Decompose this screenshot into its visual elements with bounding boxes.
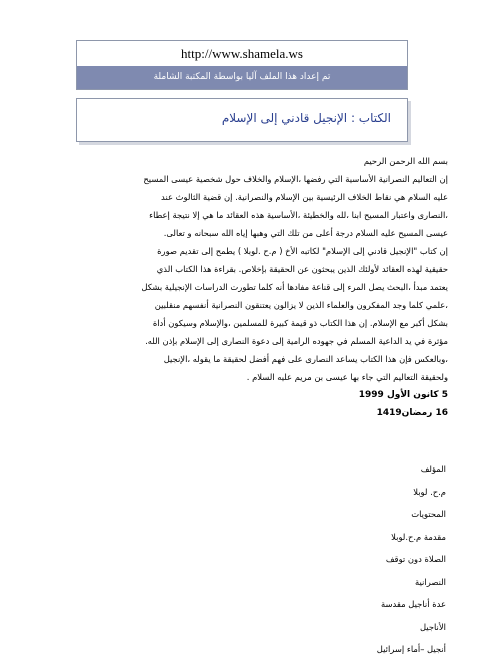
generation-credit: تم إعداد هذا الملف آليا بواسطة المكتبة الشاملة [77, 66, 407, 89]
list-item[interactable]: الأناجيل [419, 621, 446, 632]
list-item[interactable]: عدة أناجيل مقدسة [381, 599, 446, 609]
list-item[interactable]: الصلاة دون توقف [385, 554, 446, 564]
hijri-date: 16 رمضان1419 [376, 408, 448, 418]
body-line: إن كتاب "الإنجيل قادني إلى الإسلام" لكاتبه الأخ ( م.ح .لوبلا ) يطمح إلى تقديم صورة [157, 246, 448, 256]
source-url[interactable]: http://www.shamela.ws [181, 46, 303, 61]
list-item: المحتويات [411, 509, 446, 519]
body-line: ،علمي كلما وجد المفكرون والعلماء الذين لا يزالون يعتنقون النصرانية أنفسهم منقلبين [154, 300, 448, 310]
document-body [34, 152, 448, 422]
list-item: المؤلف [420, 464, 446, 474]
list-item[interactable]: أنجيل –أماء إسرائيل [376, 644, 446, 654]
list-item[interactable]: النصرانية [415, 576, 446, 587]
body-line: إن التعاليم النصرانية الأساسية التي رفضها ،الإسلام والخلاف حول شخصية عيسى المسيح [143, 174, 448, 184]
list-item[interactable]: مقدمة م.ح.لوبلا [391, 531, 446, 542]
body-line: عيسى المسيح عليه السلام درجة أعلى من تلك التي وهبها إياه الله سبحانه و تعالى. [163, 228, 448, 238]
contents-list [377, 458, 446, 661]
body-line: مؤثرة في يد الداعية المسلم في جهوده الرامية إلى دعوة النصارى إلى الإسلام بإذن الله. [145, 336, 448, 346]
body-line: ولحقيقة التعاليم التي جاء بها عيسى بن مريم عليه السلام . [246, 372, 448, 382]
body-line: بشكل أكبر مع الإسلام. إن هذا الكتاب ذو قيمة كبيرة للمسلمين ،والإسلام وسيكون أداة [152, 318, 448, 328]
body-line: حقيقية لهذه العقائد لأولئك الذين يبحثون عن الحقيقة بإخلاص. بقراءة هذا الكتاب الذي [156, 264, 448, 274]
gregorian-date: 5 كانون الأول 1999 [358, 390, 448, 400]
source-header [76, 40, 408, 90]
body-line: بسم الله الرحمن الرحيم [363, 156, 448, 166]
body-line: عليه السلام هي نقاط الخلاف الرئيسية بين الإسلام والنصرانية. إن قضية الثالوث عند [161, 192, 448, 202]
body-line: ،النصارى واعتبار المسيح ابنا ،لله والخطيئة ،الأساسية هذه العقائد ما هي إلا نتيجة إعطاء [149, 210, 448, 220]
list-item: م.ح. لوبلا [413, 486, 446, 497]
book-title-box [76, 98, 408, 142]
body-line: ،وبالعكس فإن هذا الكتاب يساعد النصارى على فهم أفضل لحقيقة ما يقوله ،الإنجيل [163, 354, 448, 364]
body-line: يعتمد مبدأ ،البحث يصل المرء إلى قناعة مفادها أنه كلما تطورت الدراسات الإنجيلية بشكل [141, 282, 448, 292]
book-title: الكتاب : الإنجيل قادني إلى الإسلام [221, 111, 391, 125]
